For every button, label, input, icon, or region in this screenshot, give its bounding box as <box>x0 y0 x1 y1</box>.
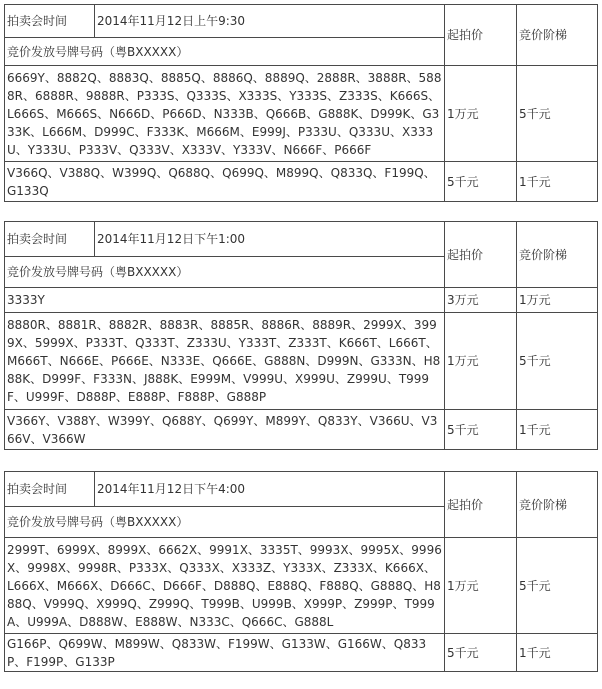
start-price-value: 3万元 <box>445 288 517 313</box>
plate-list: V366Y、V388Y、W399Y、Q688Y、Q699Y、M899Y、Q833Y、V366U、V366V、V366W <box>5 410 445 450</box>
auction-table-session-3 <box>4 471 598 672</box>
start-price-header: 起拍价 <box>445 222 517 288</box>
plate-list: 8880R、8881R、8882R、8883R、8885R、8886R、8889R、2999X、3999X、5999X、P333T、Q333T、Z333U、Y333T、Z333T、K666T、L666T、M666T、N666E、P666E、N333E、Q666E、G888N、D999N、G333N、H888K、D999F、F333N、J888K、E999M、V999U、X999U、Z999U、T999F、U999F、D888P、E888P、F888P、G888P <box>5 313 445 410</box>
increment-header: 竞价阶梯 <box>517 472 598 538</box>
plate-list: V366Q、V388Q、W399Q、Q688Q、Q699Q、M899Q、Q833Q、F199Q、G133Q <box>5 162 445 202</box>
increment-value: 5千元 <box>517 538 598 634</box>
auction-time-label: 拍卖会时间 <box>5 472 95 507</box>
auction-table-session-1 <box>4 4 598 202</box>
start-price-value: 1万元 <box>445 66 517 162</box>
start-price-value: 1万元 <box>445 313 517 410</box>
plate-list: 3333Y <box>5 288 445 313</box>
plate-numbers-label: 竞价发放号牌号码（粤BXXXXX） <box>5 507 445 538</box>
plate-numbers-label: 竞价发放号牌号码（粤BXXXXX） <box>5 257 445 288</box>
auction-table-session-2 <box>4 221 598 450</box>
start-price-value: 5千元 <box>445 634 517 672</box>
auction-time-value: 2014年11月12日下午4:00 <box>95 472 445 507</box>
start-price-header: 起拍价 <box>445 5 517 66</box>
increment-value: 1万元 <box>517 288 598 313</box>
auction-time-label: 拍卖会时间 <box>5 222 95 257</box>
plate-list: 6669Y、8882Q、8883Q、8885Q、8886Q、8889Q、2888R、3888R、5888R、6888R、9888R、P333S、Q333S、X333S、Y333S、Z333S、K666S、L666S、M666S、N666D、P666D、N333B、Q666B、G888K、D999K、G333K、L666M、D999C、F333K、M666M、E999J、P333U、Q333U、X333U、Y333U、P333V、Q333V、X333V、Y333V、N666F、P666F <box>5 66 445 162</box>
plate-list: 2999T、6999X、8999X、6662X、9991X、3335T、9993X、9995X、9996X、9998X、9998R、P333X、Q333X、X333Z、Y333X、Z333X、K666X、L666X、M666X、D666C、D666F、D888Q、E888Q、F888Q、G888Q、H888Q、V999Q、X999Q、Z999Q、T999B、U999B、X999P、Z999P、T999A、U999A、D888W、E888W、N333C、Q666C、G888L <box>5 538 445 634</box>
increment-value: 5千元 <box>517 66 598 162</box>
increment-value: 1千元 <box>517 162 598 202</box>
start-price-value: 1万元 <box>445 538 517 634</box>
plate-numbers-label: 竞价发放号牌号码（粤BXXXXX） <box>5 38 445 66</box>
increment-value: 5千元 <box>517 313 598 410</box>
increment-header: 竞价阶梯 <box>517 5 598 66</box>
start-price-value: 5千元 <box>445 162 517 202</box>
auction-time-label: 拍卖会时间 <box>5 5 95 38</box>
start-price-value: 5千元 <box>445 410 517 450</box>
increment-header: 竞价阶梯 <box>517 222 598 288</box>
increment-value: 1千元 <box>517 410 598 450</box>
increment-value: 1千元 <box>517 634 598 672</box>
plate-list: G166P、Q699W、M899W、Q833W、F199W、G133W、G166W、Q833P、F199P、G133P <box>5 634 445 672</box>
auction-time-value: 2014年11月12日上午9:30 <box>95 5 445 38</box>
start-price-header: 起拍价 <box>445 472 517 538</box>
auction-time-value: 2014年11月12日下午1:00 <box>95 222 445 257</box>
